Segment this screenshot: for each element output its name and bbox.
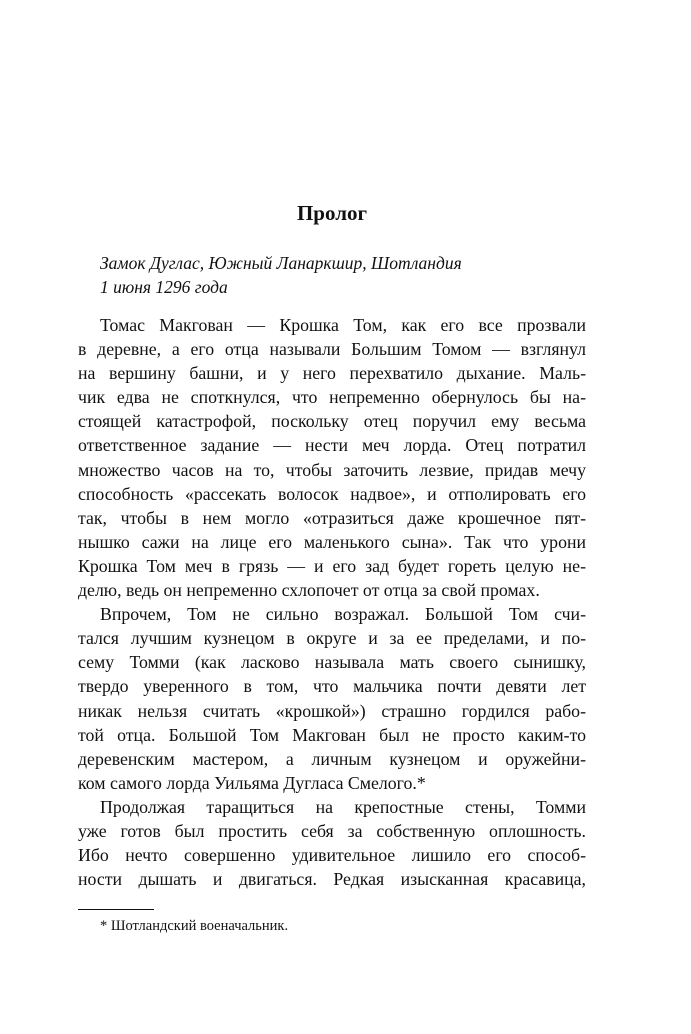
text-line: никак нельзя считать «крошкой») страшно гордился рабо- (78, 700, 586, 721)
book-page (78, 0, 586, 1034)
footnote-divider (78, 909, 154, 910)
text-line: так, чтобы в нем могло «отразиться даже крошечное пят- (78, 507, 586, 528)
text-line: той отца. Большой Том Макгован был не просто каким-то (78, 724, 586, 745)
text-line: в деревне, а его отца называли Большим Томом — взглянул (78, 339, 586, 360)
text-line: уже готов был простить себя за собственную оплошность. (78, 820, 586, 841)
text-line: нышко сажи на лице его маленького сына». Так что урони (78, 531, 586, 552)
text-line: тался лучшим кузнецом в округе и за ее пределами, и по- (78, 628, 586, 649)
text-line: Продолжая таращиться на крепостные стены, Томми (100, 796, 586, 817)
text-line: Томас Макгован — Крошка Том, как его все прозвали (100, 315, 586, 335)
text-line: твердо уверенного в том, что мальчика почти девяти лет (78, 676, 586, 697)
epigraph (100, 251, 570, 299)
text-line: сему Томми (как ласково называла мать своего сынишку, (78, 652, 586, 673)
text-line: ответственное задание — нести меч лорда. Отец потратил (78, 435, 586, 456)
body-text (78, 313, 586, 891)
text-line: чик едва не споткнулся, что непременно обернулось бы на- (78, 387, 586, 408)
footnote: * Шотландский военачальник. (100, 918, 289, 934)
chapter-title: Пролог (296, 201, 368, 225)
text-line: ком самого лорда Уильяма Дугласа Смелого.* (78, 772, 426, 793)
text-line: ности дышать и двигаться. Редкая изысканная красавица, (78, 869, 586, 890)
text-line: Впрочем, Том не сильно возражал. Большой Том счи- (100, 604, 586, 625)
text-line: на вершину башни, и у него перехватило дыхание. Маль- (78, 363, 586, 384)
text-line: способность «рассекать волосок надвое», и отполировать его (78, 483, 586, 504)
epigraph-place: Замок Дуглас, Южный Ланаркшир, Шотландия (100, 253, 462, 273)
epigraph-date: 1 июня 1296 года (100, 277, 228, 297)
text-line: множество часов на то, чтобы заточить лезвие, придав мечу (78, 459, 586, 480)
text-line: Крошка Том меч в грязь — и его зад будет гореть целую не- (78, 555, 586, 576)
text-line: деревенским мастером, а личным кузнецом и оружейни- (78, 748, 586, 769)
text-line: стоящей катастрофой, поскольку отец поручил ему весьма (78, 411, 586, 432)
text-line: Ибо нечто совершенно удивительное лишило его способ- (78, 845, 586, 866)
text-line: делю, ведь он непременно схлопочет от отца за свой промах. (78, 580, 540, 601)
